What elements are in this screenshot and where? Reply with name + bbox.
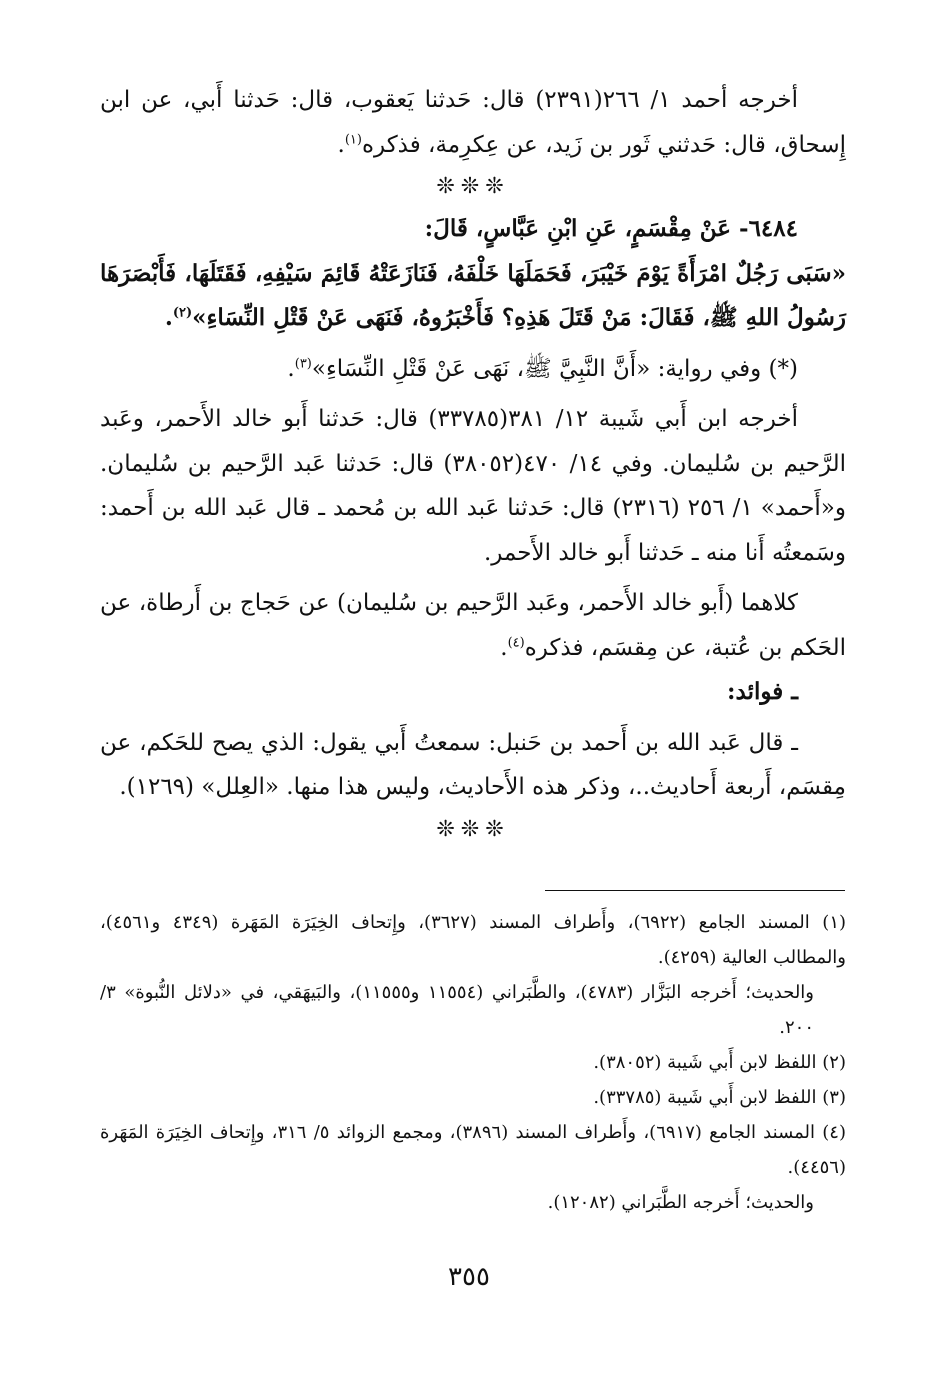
hadith-body: «سَبَى رَجُلٌ امْرَأَةً يَوْمَ خَيْبَرَ، فَحَمَلَهَا خَلْفَهُ، فَنَازَعَتْهُ قَائِمَ سَيْفِهِ، فَقَتَلَهَا، فَأَبْصَرَهَا رَسُولُ اللهِ ﷺ، فَقَالَ: مَنْ قَتَلَ هَذِهِ؟ فَأَخْبَرُوهُ، فَنَهَى عَنْ قَتْلِ النِّسَاءِ» — [100, 259, 846, 331]
footnote-ref-2: (٢) — [172, 305, 193, 321]
footnote-1-continuation: والحديث؛ أَخرجه البَزَّار (٤٧٨٣)، والطَّبَراني (١١٥٥٤ و١١٥٥٥)، والبَيهَقي، في «دلائل النُّبوة» ٣/ ٢٠٠. — [100, 982, 814, 1038]
section-separator: ❊❊❊ — [436, 174, 510, 199]
kilahuma-text: كلاهما (أَبو خالد الأَحمر، وعَبد الرَّحيم بن سُليمان) عن حَجاج بن أَرطاة، عن الحَكم بن عُتبة، عن مِقسَم، فذكره — [100, 590, 846, 661]
page-number: ٣٥٥ — [448, 1262, 490, 1292]
section-separator-end: ❊❊❊ — [436, 816, 510, 842]
main-text — [100, 78, 846, 850]
fawaid-heading: ـ فوائد: — [727, 678, 798, 705]
riwaya-paragraph: (*) وفي رواية: «أَنَّ النَّبِيَّ ﷺ، نَهَى عَنْ قَتْلِ النِّسَاءِ»$^{(٣)}$. — [287, 355, 798, 382]
footnote-ref-4: (٤) — [507, 634, 525, 650]
footnote-ref-1: (١) — [344, 131, 362, 147]
footnote-divider — [545, 890, 845, 891]
fawaid-paragraph: ـ قال عَبد الله بن أَحمد بن حَنبل: سمعتُ أَبي يقول: الذي يصح للحَكم، عن مِقسَم، أَربعة أَحاديث..، وذكر هذه الأَحاديث، وليس هذا منها. «العِلل» (١٢٦٩). — [100, 729, 846, 800]
riwaya-text: (*) وفي رواية: «أَنَّ النَّبِيَّ ﷺ، نَهَى عَنْ قَتْلِ النِّسَاءِ» — [311, 355, 798, 382]
footnote-1: (١) المسند الجامع (٦٩٢٢)، وأَطراف المسند (٣٦٢٧)، وإِتحاف الخِيَرَة المَهَرة (٤٣٤٩ و٤٥٦١)، والمطالب العالية (٤٢٥٩). — [100, 912, 847, 968]
footnote-4-continuation: والحديث؛ أَخرجه الطَّبَراني (١٢٠٨٢). — [547, 1192, 814, 1213]
kilahuma-paragraph: كلاهما (أَبو خالد الأَحمر، وعَبد الرَّحيم بن سُليمان) عن حَجاج بن أَرطاة، عن الحَكم بن عُتبة، عن مِقسَم، فذكره$^{(٤)}$. — [100, 590, 846, 661]
takhrij-paragraph-1: أخرجه أحمد ١/ ٢٦٦(٢٣٩١) قال: حَدثنا يَعقوب، قال: حَدثنا أَبي، عن ابن إِسحاق، قال: حَدثني ثَور بن زَيد، عن عِكرِمة، فذكره$^{(١)}$. — [100, 87, 846, 158]
footnote-ref-3: (٣) — [294, 355, 312, 371]
takhrij-text-1: أخرجه أحمد ١/ ٢٦٦(٢٣٩١) قال: حَدثنا يَعقوب، قال: حَدثنا أَبي، عن ابن إِسحاق، قال: حَدثني ثَور بن زَيد، عن عِكرِمة، فذكره — [100, 87, 846, 158]
footnote-3: (٣) اللفظ لابن أَبي شَيبة (٣٣٧٨٥). — [593, 1087, 846, 1108]
takhrij-paragraph-2: أخرجه ابن أَبي شَيبة ١٢/ ٣٨١(٣٣٧٨٥) قال: حَدثنا أَبو خالد الأَحمر، وعَبد الرَّحيم بن سُليمان. وفي ١٤/ ٤٧٠(٣٨٠٥٢) قال: حَدثنا عَبد الرَّحيم بن سُليمان. و«أَحمد» ١/ ٢٥٦ (٢٣١٦) قال: حَدثنا عَبد الله بن مُحمد ـ قال عَبد الله بن أَحمد: وسَمعتُه أَنا منه ـ حَدثنا أَبو خالد الأَحمر. — [100, 406, 847, 566]
footnote-4: (٤) المسند الجامع (٦٩١٧)، وأَطراف المسند (٣٨٩٦)، ومجمع الزوائد ٥/ ٣١٦، وإِتحاف الخِيَرَة المَهَرة (٤٤٥٦). — [100, 1122, 846, 1178]
hadith-number-heading: ٦٤٨٤- عَنْ مِقْسَمٍ، عَنِ ابْنِ عَبَّاسٍ، قَالَ: — [424, 215, 798, 242]
footnotes-section — [100, 905, 846, 1220]
footnote-2: (٢) اللفظ لابن أَبي شَيبة (٣٨٠٥٢). — [593, 1052, 846, 1073]
hadith-text: «سَبَى رَجُلٌ امْرَأَةً يَوْمَ خَيْبَرَ، فَحَمَلَهَا خَلْفَهُ، فَنَازَعَتْهُ قَائِمَ سَيْفِهِ، فَقَتَلَهَا، فَأَبْصَرَهَا رَسُولُ اللهِ ﷺ، فَقَالَ: مَنْ قَتَلَ هَذِهِ؟ فَأَخْبَرُوهُ، فَنَهَى عَنْ قَتْلِ النِّسَاءِ»$^{(٢)}$. — [100, 259, 846, 331]
